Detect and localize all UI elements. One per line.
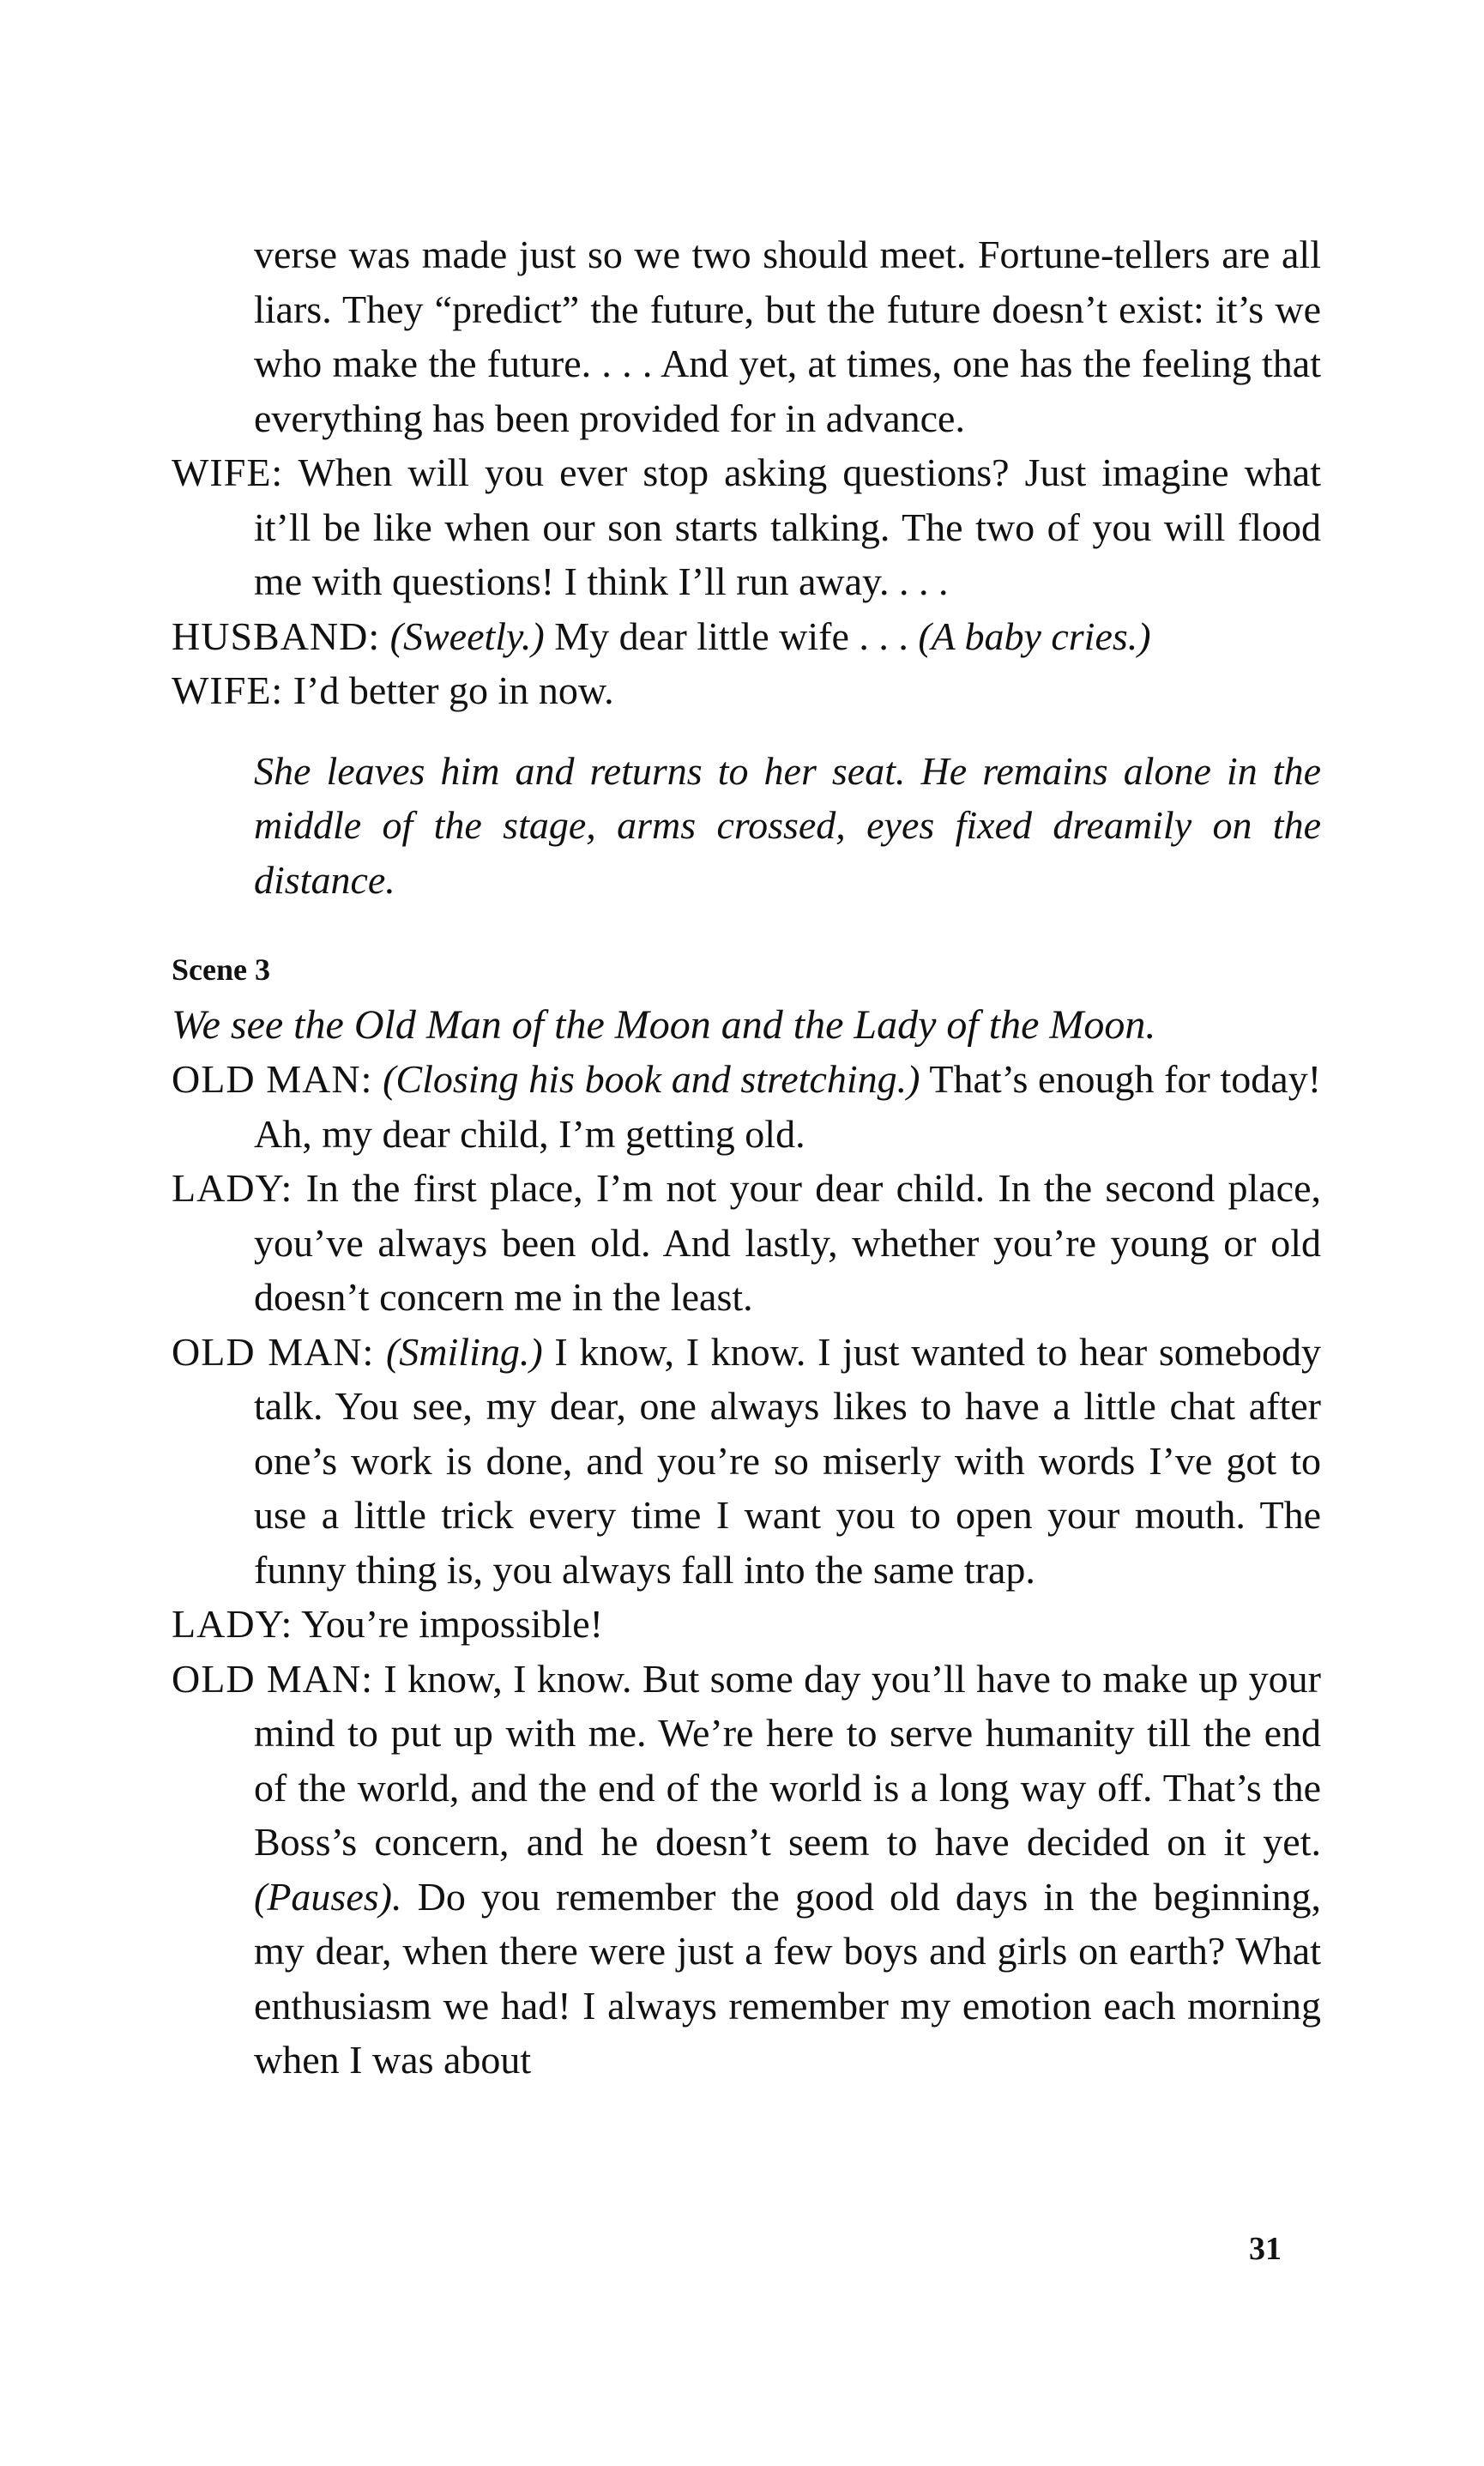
stage-aside: (Closing his book and stretching.) (383, 1057, 920, 1101)
speech-old-man-1 (172, 1052, 1321, 1161)
speech-text: My dear little wife . . . (554, 613, 908, 658)
stage-aside: (Smiling.) (385, 1329, 543, 1374)
page-number: 31 (1249, 2231, 1282, 2267)
speech-old-man-2 (172, 1325, 1321, 1598)
scene-heading: Scene 3 (172, 952, 270, 987)
spacer (172, 718, 1321, 744)
speech-text: I’d better go in now. (293, 668, 614, 712)
speech-text: You’re impossible! (301, 1602, 603, 1646)
speech-wife-2 (172, 663, 1321, 718)
speech-text: In the first place, I’m not your dear child. In the second place, you’ve always been old. And lastly, whether you’re young or old doesn’t concern me in the least. (254, 1166, 1321, 1319)
speech-husband (172, 609, 1321, 664)
scene-intro: We see the Old Man of the Moon and the Lady of the Moon. (172, 1001, 1156, 1048)
speech-old-man-3 (172, 1652, 1321, 2088)
speaker-label: OLD MAN: (172, 1057, 373, 1101)
speaker-label: WIFE: (172, 450, 284, 494)
stage-aside: (Sweetly.) (389, 613, 545, 658)
stage-aside: (A baby cries.) (918, 613, 1151, 658)
speech-text: When will you ever stop asking questions? Just imagine what it’ll be like when our son starts talking. The two of you will flood me with questions! I think I’ll run away. . . . (254, 450, 1321, 603)
speech-text: I know, I know. But some day you’ll have to make up your mind to put up with me. We’re here to serve humanity till the end of the world, and the end of the world is a long way off. That’s the Boss’s concern, and he doesn’t seem to have decided on it yet. (254, 1656, 1321, 1864)
stage-aside: (Pauses). (254, 1874, 402, 1919)
speaker-label: LADY: (172, 1166, 293, 1210)
speech-text: I know, I know. I just wanted to hear somebody talk. You see, my dear, one always likes to have a little chat after one’s work is done, and you’re so miserly with words I’ve got to use a little trick every time I want you to open your mouth. The funny thing is, you always fall into the same trap. (254, 1329, 1321, 1592)
continued-paragraph: verse was made just so we two should meet. Fortune-tellers are all liars. They “predict” the future, but the future doesn’t exist: it’s we who make the future. . . . And yet, at times, one has the feeling that everything has been provided for in advance. (254, 233, 1321, 440)
speaker-label: LADY: (172, 1602, 293, 1646)
speech-lady-1 (172, 1161, 1321, 1325)
speaker-label: OLD MAN: (172, 1329, 375, 1374)
page-body (172, 227, 1321, 2088)
speaker-label: HUSBAND: (172, 613, 381, 658)
speech-text: Do you remember the good old days in the beginning, my dear, when there were just a few boys and girls on earth? What enthusiasm we had! I always remember my emotion each morning when I was about (254, 1874, 1322, 2082)
speaker-label: OLD MAN: (172, 1656, 374, 1701)
spacer (172, 907, 1321, 943)
speech-wife-1 (172, 445, 1321, 609)
speech-text: That’s enough for today! Ah, my dear child, I’m getting old. (254, 1057, 1322, 1156)
speaker-label: WIFE: (172, 668, 284, 712)
speech-lady-2 (172, 1597, 1321, 1652)
stage-direction: She leaves him and returns to her seat. He remains alone in the middle of the stage, arms crossed, eyes fixed dreamily on the distance. (254, 748, 1321, 902)
